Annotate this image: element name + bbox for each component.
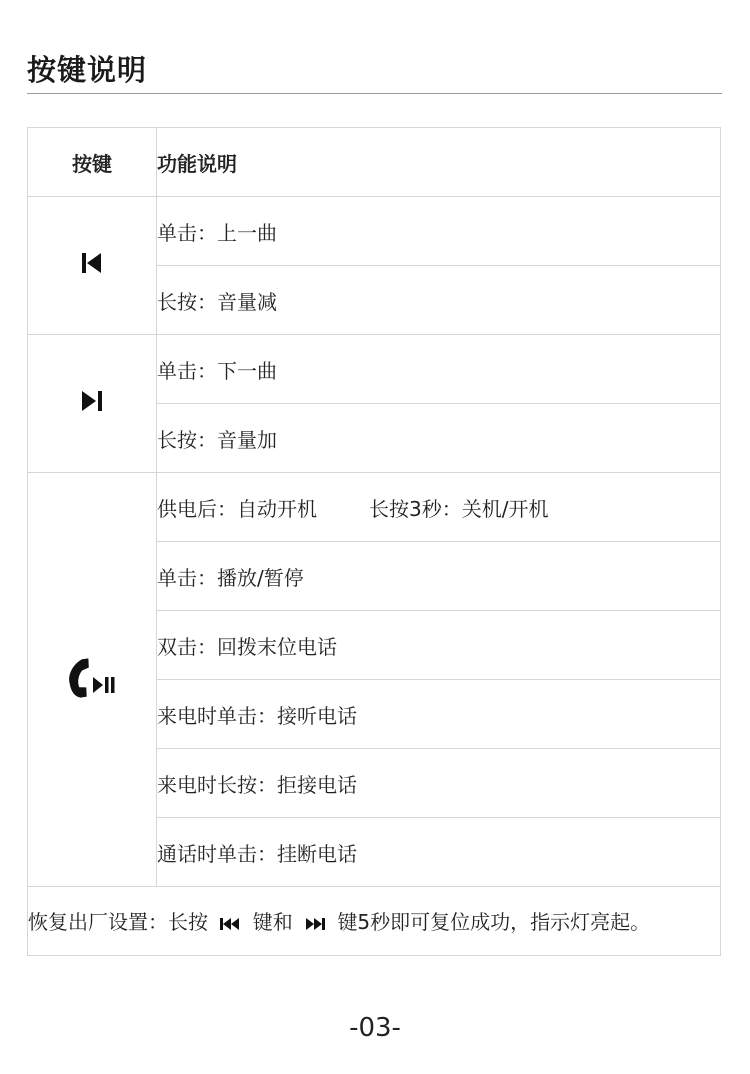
table-header-row bbox=[28, 128, 721, 197]
function-description: 通话时单击：挂断电话 bbox=[157, 818, 721, 887]
table-footer-row bbox=[28, 887, 721, 956]
table-row bbox=[28, 335, 721, 404]
fast-forward-icon bbox=[305, 912, 325, 936]
long-press-power-text: 长按3秒：关机/开机 bbox=[369, 496, 549, 521]
function-description: 单击：下一曲 bbox=[157, 335, 721, 404]
power-on-text: 供电后：自动开机 bbox=[157, 496, 317, 521]
next-track-icon bbox=[80, 389, 104, 418]
function-description-power bbox=[157, 473, 721, 542]
button-instructions-table bbox=[27, 127, 721, 956]
key-cell-previous bbox=[28, 197, 157, 335]
previous-track-icon bbox=[80, 251, 104, 280]
table-row bbox=[28, 197, 721, 266]
header-function: 功能说明 bbox=[157, 128, 721, 197]
rewind-icon bbox=[220, 912, 240, 936]
title-divider bbox=[27, 93, 722, 94]
reset-text-1: 恢复出厂设置：长按 bbox=[28, 910, 208, 935]
function-description: 单击：上一曲 bbox=[157, 197, 721, 266]
function-description: 长按：音量减 bbox=[157, 266, 721, 335]
section-title: 按键说明 bbox=[27, 53, 148, 87]
function-description: 单击：播放/暂停 bbox=[157, 542, 721, 611]
function-description: 双击：回拨末位电话 bbox=[157, 611, 721, 680]
table-row bbox=[28, 473, 721, 542]
function-description: 长按：音量加 bbox=[157, 404, 721, 473]
key-cell-call bbox=[28, 473, 157, 887]
page-number: -03- bbox=[349, 1013, 401, 1043]
factory-reset-note bbox=[28, 887, 721, 956]
reset-text-3: 键5秒即可复位成功，指示灯亮起。 bbox=[337, 910, 651, 935]
key-cell-next bbox=[28, 335, 157, 473]
function-description: 来电时单击：接听电话 bbox=[157, 680, 721, 749]
reset-text-2: 键和 bbox=[252, 910, 293, 935]
phone-play-pause-icon bbox=[65, 655, 119, 704]
function-description: 来电时长按：拒接电话 bbox=[157, 749, 721, 818]
header-key: 按键 bbox=[28, 128, 157, 197]
